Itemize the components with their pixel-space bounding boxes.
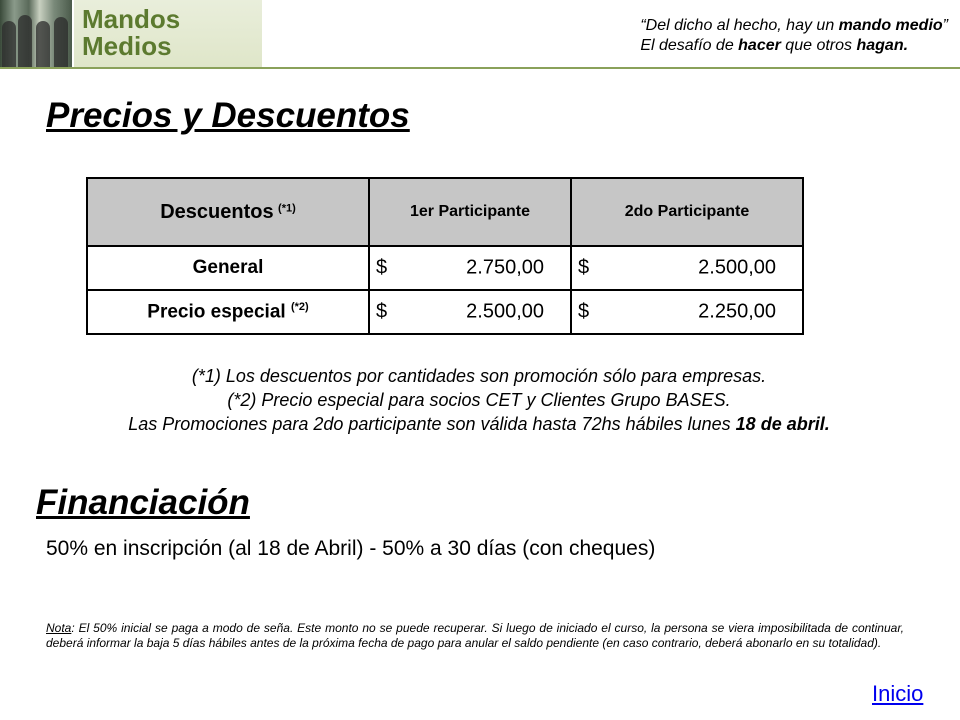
table-header-row <box>87 178 803 246</box>
footnote-1: (*1) Los descuentos por cantidades son promoción sólo para empresas. <box>191 366 767 386</box>
price-cell: $ 2.500,00 <box>369 290 571 334</box>
price-cell: $ 2.250,00 <box>571 290 803 334</box>
price-cell: $ 2.750,00 <box>369 246 571 290</box>
table-row <box>87 290 803 334</box>
table-row <box>87 246 803 290</box>
header-cell-descuentos: Descuentos $^{(*1)}$ <box>87 178 369 246</box>
inicio-link[interactable]: Inicio <box>872 681 924 706</box>
team-photo <box>0 0 72 67</box>
header-banner <box>0 0 960 68</box>
financiacion-title: Financiación <box>36 483 250 522</box>
footnote-2: (*2) Precio especial para socios CET y Clientes Grupo BASES. <box>227 390 731 410</box>
header-cell-2do: 2do Participante <box>571 178 803 246</box>
footnotes <box>56 364 902 436</box>
price-cell: $ 2.500,00 <box>571 246 803 290</box>
tagline: “Del dicho al hecho, hay un mando medio” El desafío de hacer que otros hagan. <box>640 17 948 54</box>
header-divider <box>0 67 960 69</box>
promo-note: Las Promociones para 2do participante son válida hasta 72hs hábiles lunes 18 de abril. <box>128 414 830 434</box>
row-label: General <box>87 246 369 290</box>
page-title: Precios y Descuentos <box>46 96 410 135</box>
brand-line-2: Medios <box>82 31 172 61</box>
brand-logo <box>74 0 262 67</box>
nota-text: Nota: El 50% inicial se paga a modo de seña. Este monto no se puede recuperar. Si luego de iniciado el curso, la persona se viera imposibilitada de continuar, deberá informar la baja 5 días hábiles antes de la próxima fecha de pago para anular el saldo pendiente (en caso contrario, deberá abonarlo en su totalidad). <box>46 621 904 650</box>
financiacion-text: 50% en inscripción (al 18 de Abril) - 50% a 30 días (con cheques) <box>46 537 656 560</box>
brand-line-1: Mandos <box>82 4 181 34</box>
discount-table <box>86 177 804 335</box>
row-label: Precio especial $^{(*2)}$ <box>87 290 369 334</box>
header-cell-1er: 1er Participante <box>369 178 571 246</box>
